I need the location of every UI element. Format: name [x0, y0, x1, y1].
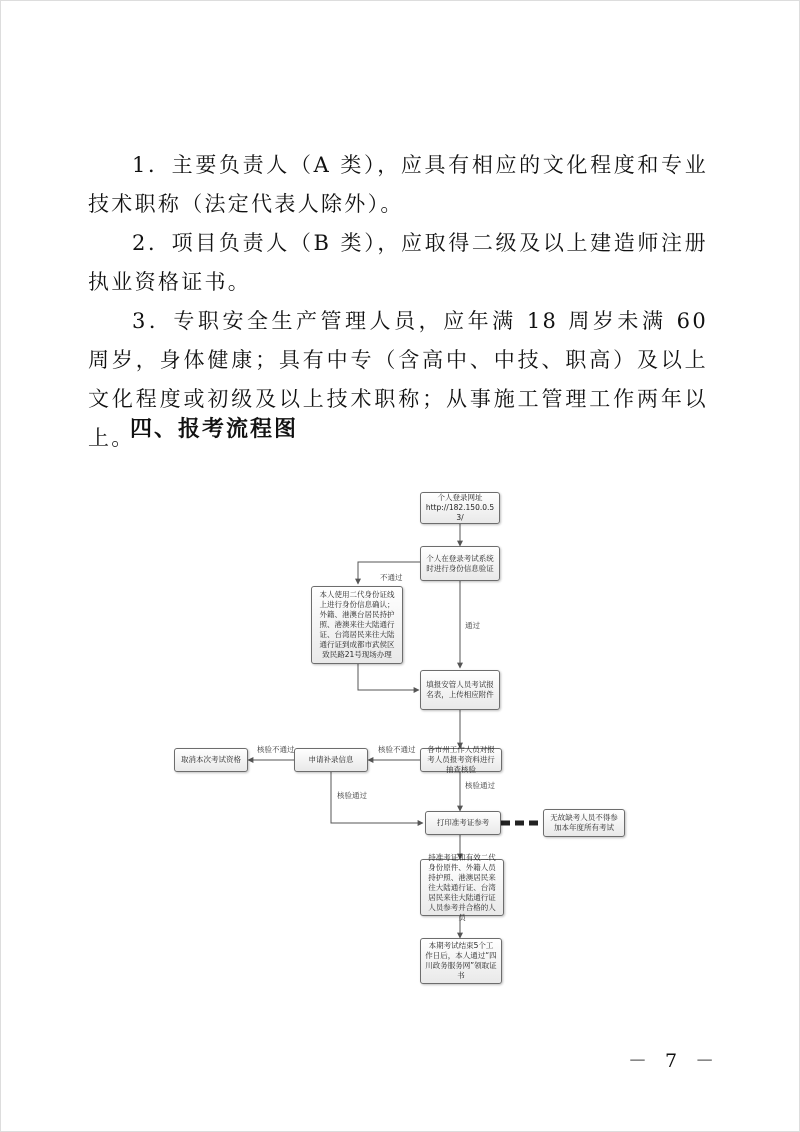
node-verify-online: 个人在登录考试系统时进行身份信息验证: [420, 546, 500, 581]
paragraph-3: 3．专职安全生产管理人员，应年满 18 周岁未满 60 周岁，身体健康；具有中专（含高中、中技、职高）及以上文化程度或初级及以上技术职称；从事施工管理工作两年以上。: [88, 309, 708, 450]
paragraph-2: 2．项目负责人（B 类），应取得二级及以上建造师注册执业资格证书。: [88, 231, 708, 294]
node-review: 各市州工作人员对报考人员报考资料进行抽查核验: [420, 748, 502, 772]
label-verify-failed: 核验不通过: [257, 745, 295, 754]
label-review-failed: 核验不通过: [378, 745, 416, 754]
node-supplement: 申请补录信息: [294, 748, 368, 772]
node-login: 个人登录网址 http://182.150.0.53/: [420, 492, 500, 524]
section-heading: 四、报考流程图: [130, 417, 299, 442]
node-fill-form: 填报安管人员考试报名表，上传相应附件: [420, 670, 500, 710]
node-print-ticket: 打印准考证参考: [425, 811, 501, 835]
node-get-certificate: 本期考试结束5个工作日后，本人通过“四川政务服务网”领取证书: [420, 938, 502, 984]
label-review-passed: 核验通过: [465, 781, 495, 790]
node-offline-verify: 本人使用二代身份证线上进行身份信息确认；外籍、港澳台居民持护照、港澳来往大陆通行证、台湾居民来往大陆通行证到成都市武侯区致民路21号现场办理: [311, 586, 403, 664]
label-not-passed: 不通过: [380, 573, 403, 582]
page-number: － 7 －: [628, 1050, 721, 1072]
paragraph-1: 1．主要负责人（A 类），应具有相应的文化程度和专业技术职称（法定代表人除外）。: [88, 153, 708, 216]
label-verify-passed: 核验通过: [337, 791, 367, 800]
node-cancel: 取消本次考试资格: [174, 748, 248, 772]
label-passed: 通过: [465, 621, 480, 630]
node-absent-note: 无故缺考人员不得参加本年度所有考试: [543, 809, 625, 837]
node-attend-exam: 持准考证和有效二代身份原件、外籍人员持护照、港澳居民来往大陆通行证、台湾居民来往大陆通行证人员参考并合格的人员: [420, 859, 504, 916]
